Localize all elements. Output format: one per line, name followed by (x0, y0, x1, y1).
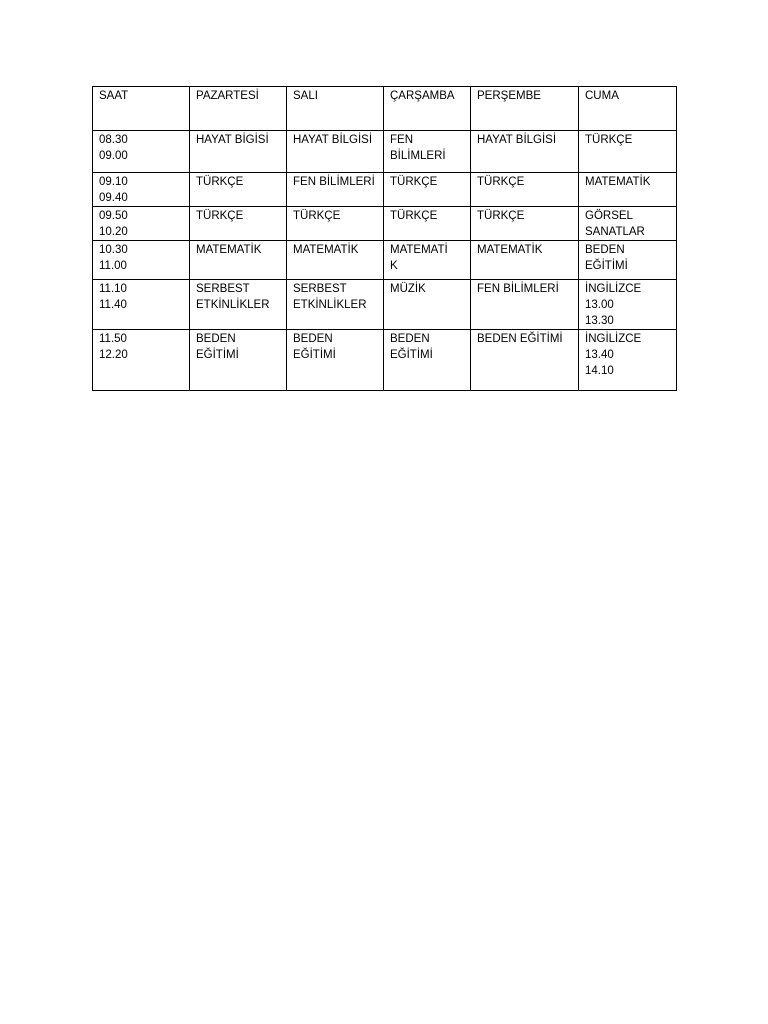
header-cell-friday: CUMA (579, 87, 677, 131)
lesson-cell: MATEMATİ K (384, 241, 471, 280)
lesson-cell: TÜRKÇE (287, 207, 384, 241)
lesson-cell: MATEMATİK (287, 241, 384, 280)
lesson-cell: BEDEN EĞİTİMİ (287, 330, 384, 391)
lesson-cell: SERBEST ETKİNLİKLER (287, 280, 384, 330)
time-cell: 09.50 10.20 (93, 207, 190, 241)
time-cell: 11.10 11.40 (93, 280, 190, 330)
lesson-cell: TÜRKÇE (384, 173, 471, 207)
lesson-cell: MÜZİK (384, 280, 471, 330)
weekly-schedule-table (92, 86, 677, 391)
lesson-cell: TÜRKÇE (190, 173, 287, 207)
lesson-cell: İNGİLİZCE 13.00 13.30 (579, 280, 677, 330)
lesson-cell: HAYAT BİLGİSİ (287, 131, 384, 173)
lesson-cell: TÜRKÇE (471, 207, 579, 241)
lesson-cell: TÜRKÇE (471, 173, 579, 207)
lesson-cell: MATEMATİK (579, 173, 677, 207)
lesson-cell: BEDEN EĞİTİMİ (471, 330, 579, 391)
lesson-cell: İNGİLİZCE 13.40 14.10 (579, 330, 677, 391)
time-cell: 09.10 09.40 (93, 173, 190, 207)
lesson-cell: FEN BİLİMLERİ (287, 173, 384, 207)
lesson-cell: MATEMATİK (190, 241, 287, 280)
time-cell: 08.30 09.00 (93, 131, 190, 173)
lesson-cell: HAYAT BİLGİSİ (471, 131, 579, 173)
lesson-cell: FEN BİLİMLERİ (471, 280, 579, 330)
time-cell: 11.50 12.20 (93, 330, 190, 391)
header-cell-tuesday: SALI (287, 87, 384, 131)
lesson-cell: BEDEN EĞİTİMİ (579, 241, 677, 280)
header-cell-thursday: PERŞEMBE (471, 87, 579, 131)
time-cell: 10.30 11.00 (93, 241, 190, 280)
lesson-cell: TÜRKÇE (579, 131, 677, 173)
header-cell-monday: PAZARTESİ (190, 87, 287, 131)
header-cell-wednesday: ÇARŞAMBA (384, 87, 471, 131)
table-row (93, 173, 677, 207)
table-row (93, 241, 677, 280)
lesson-cell: MATEMATİK (471, 241, 579, 280)
table-row (93, 280, 677, 330)
header-row (93, 87, 677, 131)
lesson-cell: TÜRKÇE (384, 207, 471, 241)
lesson-cell: BEDEN EĞİTİMİ (384, 330, 471, 391)
lesson-cell: HAYAT BİGİSİ (190, 131, 287, 173)
lesson-cell: SERBEST ETKİNLİKLER (190, 280, 287, 330)
lesson-cell: TÜRKÇE (190, 207, 287, 241)
table-row (93, 330, 677, 391)
lesson-cell: FEN BİLİMLERİ (384, 131, 471, 173)
table-row (93, 207, 677, 241)
table-row (93, 131, 677, 173)
lesson-cell: BEDEN EĞİTİMİ (190, 330, 287, 391)
lesson-cell: GÖRSEL SANATLAR (579, 207, 677, 241)
header-cell-time: SAAT (93, 87, 190, 131)
